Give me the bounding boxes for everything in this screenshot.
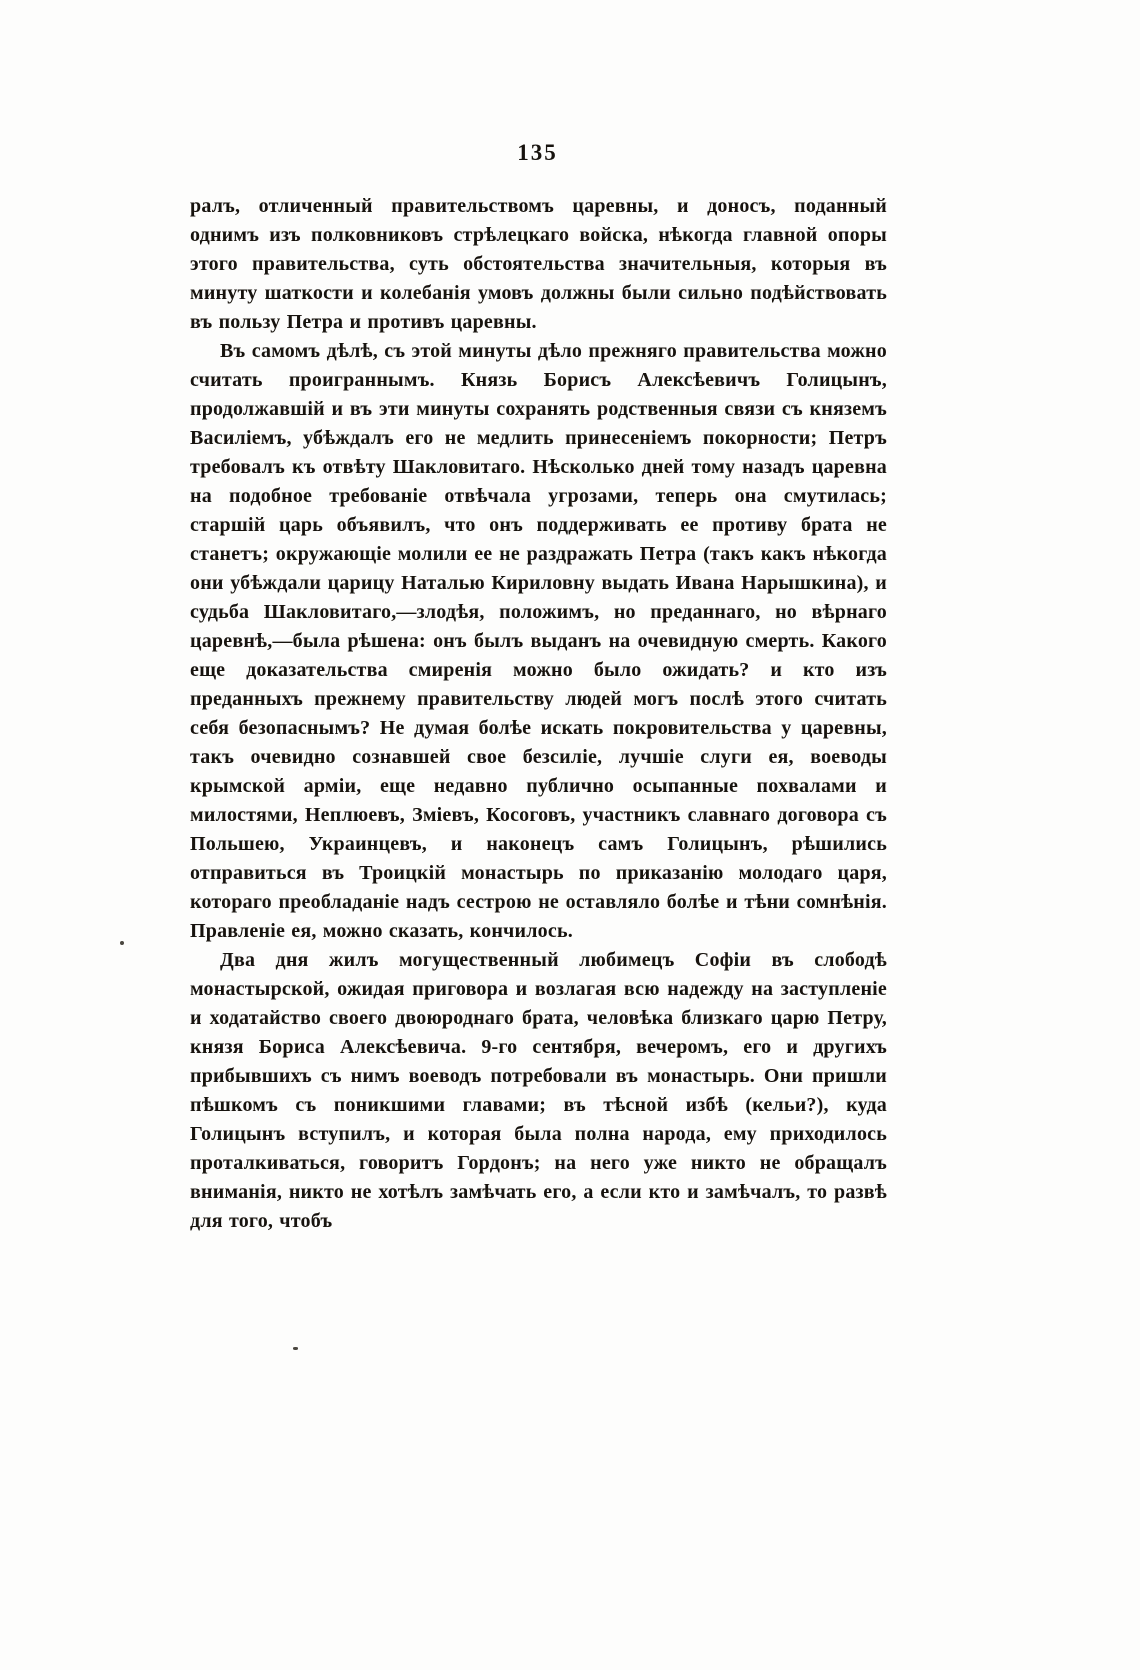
paragraph: Два дня жилъ могущественный любимецъ Софіи въ слободѣ монастырской, ожидая приговора и возлагая всю надежду на заступленіе и ходатайство своего двоюроднаго брата, человѣка близкаго царю Петру, князя Бориса Алексѣевича. 9-го сентября, вечеромъ, его и другихъ прибывшихъ съ нимъ воеводъ потребовали въ монастырь. Они пришли пѣшкомъ съ поникшими главами; въ тѣсной избѣ (кельи?), куда Голицынъ вступилъ, и которая была полна народа, ему приходилось проталкиваться, говоритъ Гордонъ; на него уже никто не обращалъ вниманія, никто не хотѣлъ замѣчать его, а если кто и замѣчалъ, то развѣ для того, чтобъ	[190, 949, 887, 1232]
body-text	[190, 192, 887, 1236]
paragraph: Въ самомъ дѣлѣ, съ этой минуты дѣло прежняго правительства можно считать проиграннымъ. Князь Борисъ Алексѣевичъ Голицынъ, продолжавшій и въ эти минуты сохранять родственныя связи съ княземъ Василіемъ, убѣждалъ его не медлить принесеніемъ покорности; Петръ требовалъ къ отвѣту Шакловитаго. Нѣсколько дней тому назадъ царевна на подобное требованіе отвѣчала угрозами, теперь она смутилась; старшій царь объявилъ, что онъ поддерживать ее противу брата не станетъ; окружающіе молили ее не раздражать Петра (такъ какъ нѣкогда они убѣждали царицу Наталью Кириловну выдать Ивана Нарышкина), и судьба Шакловитаго,—злодѣя, положимъ, но преданнаго, но вѣрнаго царевнѣ,—была рѣшена: онъ былъ выданъ на очевидную смерть. Какого еще доказательства смиренія можно было ожидать? и кто изъ преданныхъ прежнему правительству людей могъ послѣ этого считать себя безопаснымъ? Не думая болѣе искать покровительства у царевны, такъ очевидно сознавшей свое безсиліе, лучшіе слуги ея, воеводы крымской арміи, еще недавно публично осыпанные похвалами и милостями, Неплюевъ, Зміевъ, Косоговъ, участникъ славнаго договора съ Польшею, Украинцевъ, и наконецъ самъ Голицынъ, рѣшились отправиться въ Троицкій монастырь по приказанію молодаго царя, котораго преобладаніе надъ сестрою не оставляло болѣе и тѣни сомнѣнія. Правленіе ея, можно сказать, кончилось.	[190, 340, 887, 942]
scan-artifact-dot	[120, 941, 124, 945]
page-number: 135	[517, 140, 558, 165]
paragraph-continuation: ралъ, отличенный правительствомъ царевны, и доносъ, поданный однимъ изъ полковниковъ стрѣлецкаго войска, нѣкогда главной опоры этого правительства, суть обстоятельства значительныя, которыя въ минуту шаткости и колебанія умовъ должны были сильно подѣйствовать въ пользу Петра и противъ царевны.	[190, 195, 887, 333]
scan-artifact-dot	[293, 1347, 298, 1350]
